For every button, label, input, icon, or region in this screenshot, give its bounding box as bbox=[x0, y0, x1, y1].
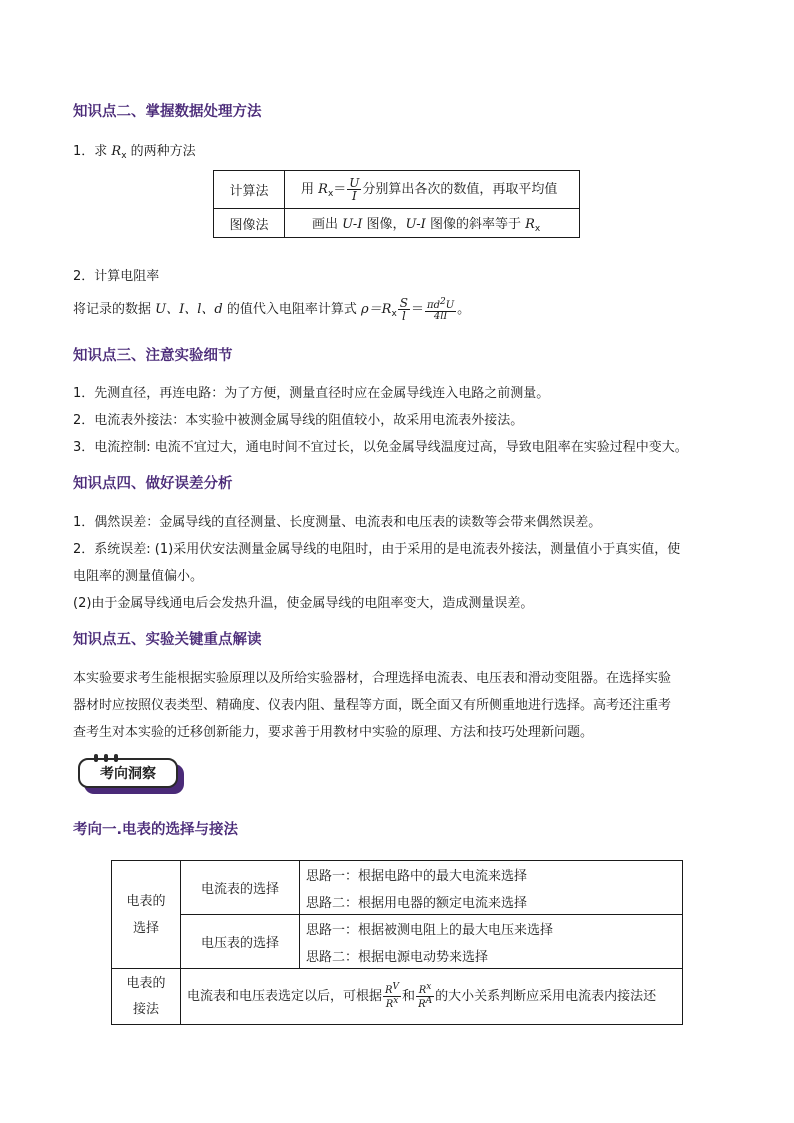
r-symbol: R bbox=[418, 985, 427, 996]
superscript: A bbox=[425, 996, 433, 1006]
superscript: x bbox=[393, 996, 399, 1006]
section-heading-2: 知识点二、掌握数据处理方法 bbox=[73, 104, 262, 120]
rx-methods-table bbox=[213, 170, 580, 238]
text-span: 的大小关系判断应采用电流表内接法还 bbox=[435, 989, 657, 1004]
list-item: 电阻率的测量值偏小。 bbox=[73, 569, 204, 584]
table-cell-content bbox=[285, 209, 580, 238]
table-row bbox=[214, 209, 580, 238]
fraction-denominator: 4lI bbox=[433, 310, 448, 322]
table-cell-category bbox=[112, 969, 181, 1025]
table-cell-content bbox=[181, 969, 683, 1025]
fraction-numerator bbox=[383, 983, 401, 997]
table-cell-content bbox=[285, 171, 580, 209]
variables: U、I、l、d bbox=[155, 302, 223, 317]
r-symbol: R bbox=[385, 985, 393, 996]
text-span: 图像的斜率等于 bbox=[425, 216, 526, 232]
ui-symbol: U-I bbox=[405, 216, 426, 232]
badge-label: 考向洞察 bbox=[78, 758, 178, 788]
text-line: 选择 bbox=[132, 920, 159, 936]
rx-subscript: x bbox=[327, 189, 334, 199]
list-item: 2．系统误差: (1)采用伏安法测量金属导线的电阻时，由于采用的是电流表外接法，测量值小于真实值，使 bbox=[73, 542, 681, 557]
u-over-i-fraction bbox=[347, 177, 361, 202]
badge-ring-decoration bbox=[114, 754, 118, 762]
text-span: 分别算出各次的数值，再取平均值 bbox=[362, 182, 558, 197]
text-line: 电表的 bbox=[126, 975, 166, 991]
table-cell-subcategory: 电压表的选择 bbox=[181, 915, 300, 969]
text-span: U bbox=[445, 299, 455, 311]
paragraph-line: 器材时应按照仪表类型、精确度、仪表内阻、量程等方面，既全面又有所侧重地进行选择。高考还注重考 bbox=[73, 698, 672, 713]
text-span: 和 bbox=[402, 989, 416, 1004]
rx-symbol: R bbox=[525, 216, 535, 232]
paragraph-line: 查考生对本实验的迁移创新能力，要求善于用教材中实验的原理、方法和技巧处理新问题。 bbox=[73, 725, 594, 740]
table-cell-content: 思路二：根据用电器的额定电流来选择 bbox=[300, 889, 683, 915]
rho-symbol: ρ＝ bbox=[360, 302, 382, 317]
text-span: 图像， bbox=[362, 216, 406, 232]
rx-subscript: x bbox=[534, 223, 541, 234]
text-span: 用 bbox=[301, 182, 319, 197]
superscript: V bbox=[392, 982, 400, 992]
table-cell-content: 思路一：根据被测电阻上的最大电压来选择 bbox=[300, 915, 683, 943]
table-row bbox=[112, 915, 683, 943]
section-heading-3: 知识点三、注意实验细节 bbox=[73, 348, 233, 364]
topic-heading-1: 考向一.电表的选择与接法 bbox=[73, 822, 239, 838]
exponent: 2 bbox=[440, 296, 446, 307]
s-over-l-fraction bbox=[398, 297, 410, 322]
fraction-denominator bbox=[416, 997, 434, 1010]
fraction-numerator bbox=[425, 298, 456, 312]
resistivity-formula-line bbox=[73, 296, 470, 328]
section-heading-4: 知识点四、做好误差分析 bbox=[73, 476, 233, 492]
table-cell-category bbox=[112, 861, 181, 969]
equals-sign: ＝ bbox=[411, 302, 425, 317]
equals-sign: ＝ bbox=[333, 182, 347, 197]
list-item: 2．电流表外接法：本实验中被测金属导线的阻值较小，故采用电流表外接法。 bbox=[73, 413, 524, 428]
item-1-suffix: 的两种方法 bbox=[126, 144, 196, 159]
item-2-text: 2．计算电阻率 bbox=[73, 269, 160, 284]
rx-symbol: R bbox=[111, 144, 122, 159]
section-heading-5: 知识点五、实验关键重点解读 bbox=[73, 632, 262, 648]
text-span: 。 bbox=[457, 302, 471, 317]
list-item: 1．偶然误差：金属导线的直径测量、长度测量、电流表和电压表的读数等会带来偶然误差。 bbox=[73, 515, 602, 530]
paragraph-line: 本实验要求考生能根据实验原理以及所给实验器材，合理选择电流表、电压表和滑动变阻器。在选择实验 bbox=[73, 671, 672, 686]
fraction-numerator bbox=[416, 983, 434, 997]
list-item: (2)由于金属导线通电后会发热升温，使金属导线的电阻率变大，造成测量误差。 bbox=[73, 596, 534, 611]
fraction-numerator: S bbox=[399, 296, 408, 310]
item-1-text bbox=[73, 143, 196, 165]
rx-subscript: x bbox=[391, 309, 397, 319]
superscript: x bbox=[426, 982, 432, 992]
resistivity-fraction bbox=[425, 298, 456, 322]
rx-symbol: R bbox=[381, 302, 392, 317]
table-cell-content: 思路二：根据电源电动势来选择 bbox=[300, 943, 683, 969]
list-item: 1．先测直径，再连电路：为了方便，测量直径时应在金属导线连入电路之前测量。 bbox=[73, 386, 550, 401]
text-span: 画出 bbox=[312, 216, 343, 232]
table-row bbox=[112, 861, 683, 889]
list-item: 3．电流控制: 电流不宜过大，通电时间不宜过长，以免金属导线温度过高，导致电阻率在实验过程中变大。 bbox=[73, 440, 688, 455]
fraction-numerator: U bbox=[349, 176, 360, 190]
text-span: 电流表和电压表选定以后，可根据 bbox=[187, 989, 383, 1004]
table-cell-subcategory: 电流表的选择 bbox=[181, 861, 300, 915]
fraction-denominator: I bbox=[351, 189, 357, 203]
rx-over-ra-fraction bbox=[416, 983, 434, 1010]
badge-ring-decoration bbox=[94, 754, 98, 762]
rx-subscript: x bbox=[121, 151, 127, 161]
rx-symbol: R bbox=[318, 182, 328, 197]
table-cell-label: 计算法 bbox=[214, 171, 285, 209]
fraction-denominator bbox=[383, 997, 401, 1010]
item-1-prefix: 1．求 bbox=[73, 144, 112, 159]
rv-over-rx-fraction bbox=[383, 983, 401, 1010]
fraction-denominator: l bbox=[401, 309, 406, 323]
ui-symbol: U-I bbox=[342, 216, 363, 232]
text-line: 接法 bbox=[132, 1001, 159, 1017]
text-line: 电表的 bbox=[126, 893, 166, 909]
table-row bbox=[214, 171, 580, 209]
text-span: πd bbox=[427, 299, 440, 311]
r-symbol: R bbox=[385, 999, 394, 1010]
badge-ring-decoration bbox=[104, 754, 108, 762]
table-cell-content: 思路一：根据电路中的最大电流来选择 bbox=[300, 861, 683, 889]
text-span: 的值代入电阻率计算式 bbox=[222, 302, 361, 317]
meter-selection-table bbox=[111, 860, 683, 1025]
text-span: 将记录的数据 bbox=[73, 302, 156, 317]
section-badge bbox=[78, 758, 186, 796]
table-cell-label: 图像法 bbox=[214, 209, 285, 238]
table-row bbox=[112, 969, 683, 1025]
r-symbol: R bbox=[418, 999, 426, 1010]
